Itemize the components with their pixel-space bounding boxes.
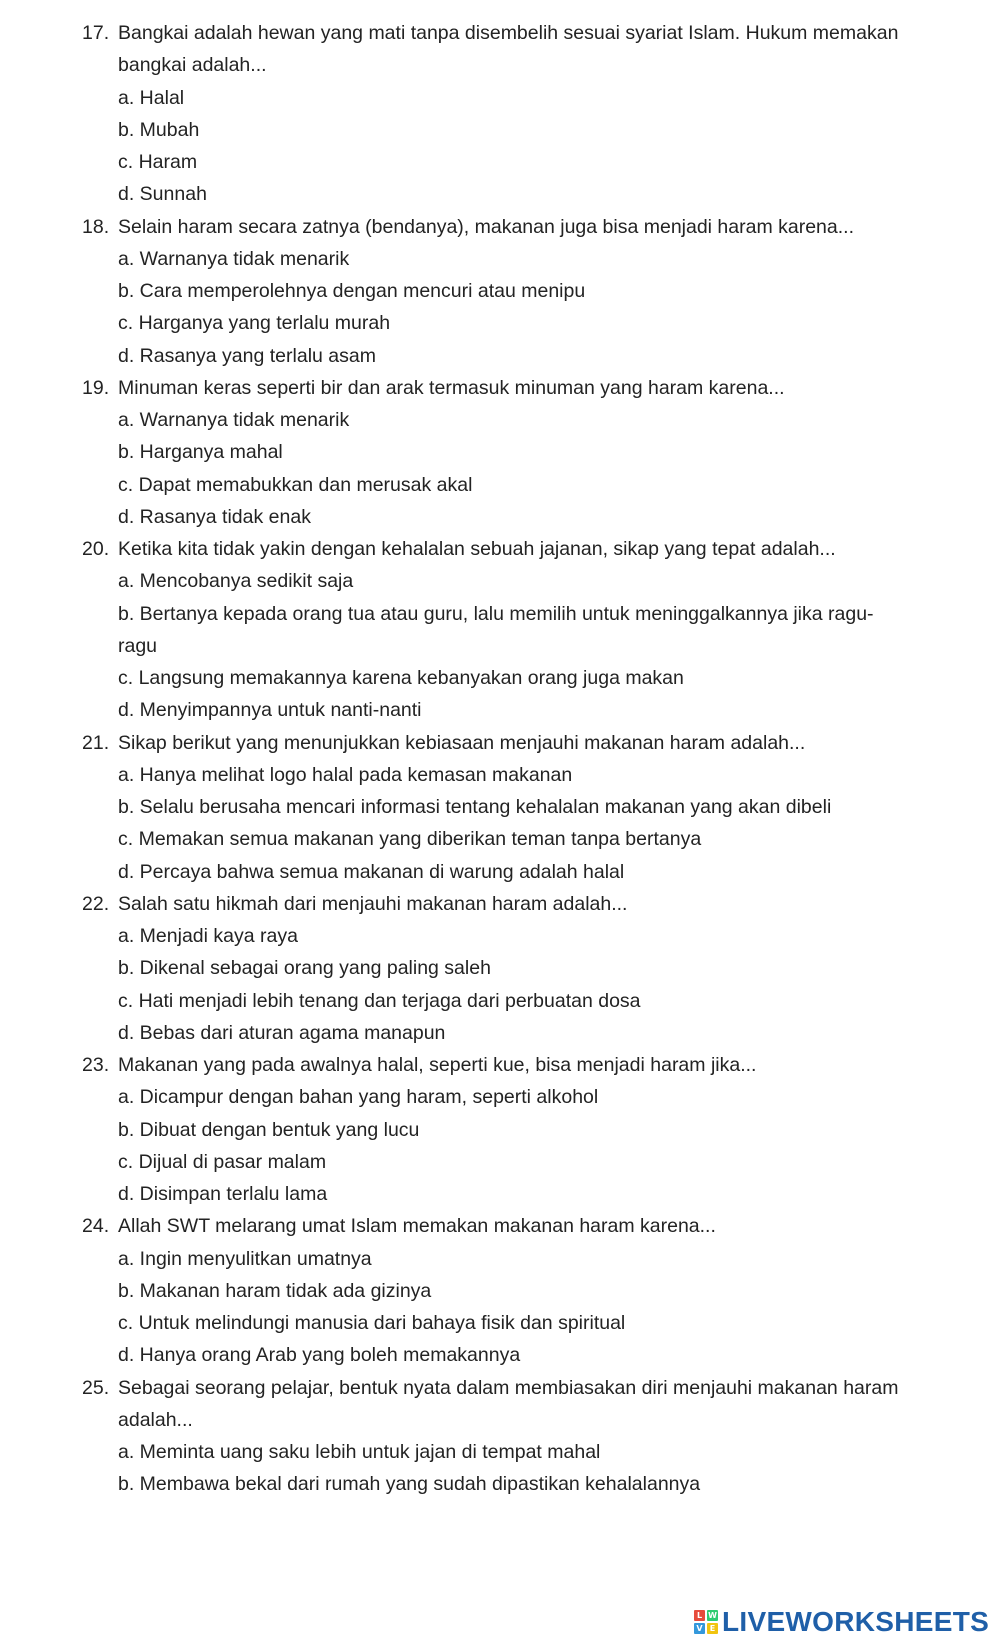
answer-option: a. Warnanya tidak menarik	[118, 247, 350, 270]
question-text: Bangkai adalah hewan yang mati tanpa disembelih sesuai syariat Islam. Hukum memakan	[118, 22, 899, 44]
question-text: Sebagai seorang pelajar, bentuk nyata dalam membiasakan diri menjauhi makanan haram	[118, 1376, 899, 1399]
answer-option: a. Menjadi kaya raya	[118, 925, 298, 947]
answer-option: b. Dibuat dengan bentuk yang lucu	[118, 1118, 420, 1141]
answer-option: a. Warnanya tidak menarik	[118, 409, 350, 431]
answer-option: b. Makanan haram tidak ada gizinya	[118, 1279, 432, 1302]
answer-option: d. Rasanya tidak enak	[118, 505, 311, 528]
question-number: 20.	[82, 538, 110, 560]
question-text: Allah SWT melarang umat Islam memakan makanan haram karena...	[118, 1215, 716, 1238]
question-number: 19.	[82, 376, 110, 399]
answer-option: ragu	[118, 634, 158, 657]
question-number: 25.	[82, 1376, 110, 1399]
answer-option: b. Mubah	[118, 118, 200, 141]
logo-tile: L	[694, 1610, 705, 1621]
answer-option: a. Meminta uang saku lebih untuk jajan di tempat mahal	[118, 1441, 601, 1463]
answer-option: a. Hanya melihat logo halal pada kemasan makanan	[118, 763, 573, 786]
question-text: Selain haram secara zatnya (bendanya), makanan juga bisa menjadi haram karena...	[118, 215, 855, 238]
answer-option: b. Cara memperolehnya dengan mencuri atau menipu	[118, 280, 586, 302]
question-text: Makanan yang pada awalnya halal, seperti kue, bisa menjadi haram jika...	[118, 1054, 757, 1076]
answer-option: d. Sunnah	[118, 183, 207, 206]
answer-option: a. Dicampur dengan bahan yang haram, seperti alkohol	[118, 1086, 599, 1109]
answer-option: d. Rasanya yang terlalu asam	[118, 344, 376, 367]
question-number: 18.	[82, 215, 110, 238]
question-number: 21.	[82, 731, 110, 754]
question-number: 24.	[82, 1215, 110, 1238]
logo-tile: W	[708, 1610, 717, 1620]
answer-option: a. Ingin menyulitkan umatnya	[118, 1247, 372, 1270]
answer-option: b. Selalu berusaha mencari informasi tentang kehalalan makanan yang akan dibeli	[118, 796, 832, 818]
question-text: Minuman keras seperti bir dan arak termasuk minuman yang haram karena...	[118, 376, 785, 399]
question-text: Salah satu hikmah dari menjauhi makanan haram adalah...	[118, 892, 628, 915]
answer-option: b. Bertanya kepada orang tua atau guru, lalu memilih untuk meninggalkannya jika ragu-	[118, 602, 874, 625]
answer-option: a. Mencobanya sedikit saja	[118, 570, 354, 593]
answer-option: c. Haram	[118, 151, 198, 173]
logo-tile: V	[694, 1623, 705, 1634]
answer-option: c. Hati menjadi lebih tenang dan terjaga dari perbuatan dosa	[118, 989, 641, 1012]
answer-option: c. Langsung memakannya karena kebanyakan orang juga makan	[118, 667, 684, 689]
question-text: adalah...	[118, 1408, 193, 1431]
answer-option: c. Harganya yang terlalu murah	[118, 312, 391, 335]
question-number: 22.	[82, 892, 110, 915]
question-number: 23.	[82, 1054, 110, 1076]
answer-option: c. Memakan semua makanan yang diberikan teman tanpa bertanya	[118, 828, 702, 851]
liveworksheets-logo-icon	[694, 1610, 718, 1634]
question-text: bangkai adalah...	[118, 54, 267, 77]
question-text: Sikap berikut yang menunjukkan kebiasaan menjauhi makanan haram adalah...	[118, 731, 806, 754]
logo-text: LIVEWORKSHEETS	[722, 1606, 990, 1637]
answer-option: b. Membawa bekal dari rumah yang sudah dipastikan kehalalannya	[118, 1473, 701, 1496]
answer-option: b. Dikenal sebagai orang yang paling saleh	[118, 957, 491, 980]
answer-option: c. Dijual di pasar malam	[118, 1150, 327, 1173]
question-number: 17.	[82, 22, 110, 44]
liveworksheets-logo	[694, 1607, 989, 1637]
question-text: Ketika kita tidak yakin dengan kehalalan sebuah jajanan, sikap yang tepat adalah...	[118, 538, 836, 560]
answer-option: d. Percaya bahwa semua makanan di warung adalah halal	[118, 860, 625, 883]
answer-option: d. Menyimpannya untuk nanti-nanti	[118, 699, 422, 722]
logo-tile: E	[707, 1623, 718, 1634]
answer-option: d. Disimpan terlalu lama	[118, 1183, 328, 1205]
answer-option: d. Hanya orang Arab yang boleh memakannya	[118, 1344, 521, 1367]
answer-option: d. Bebas dari aturan agama manapun	[118, 1021, 446, 1044]
answer-option: a. Halal	[118, 86, 185, 109]
answer-option: c. Untuk melindungi manusia dari bahaya fisik dan spiritual	[118, 1312, 626, 1334]
answer-option: b. Harganya mahal	[118, 441, 283, 464]
answer-option: c. Dapat memabukkan dan merusak akal	[118, 473, 473, 496]
